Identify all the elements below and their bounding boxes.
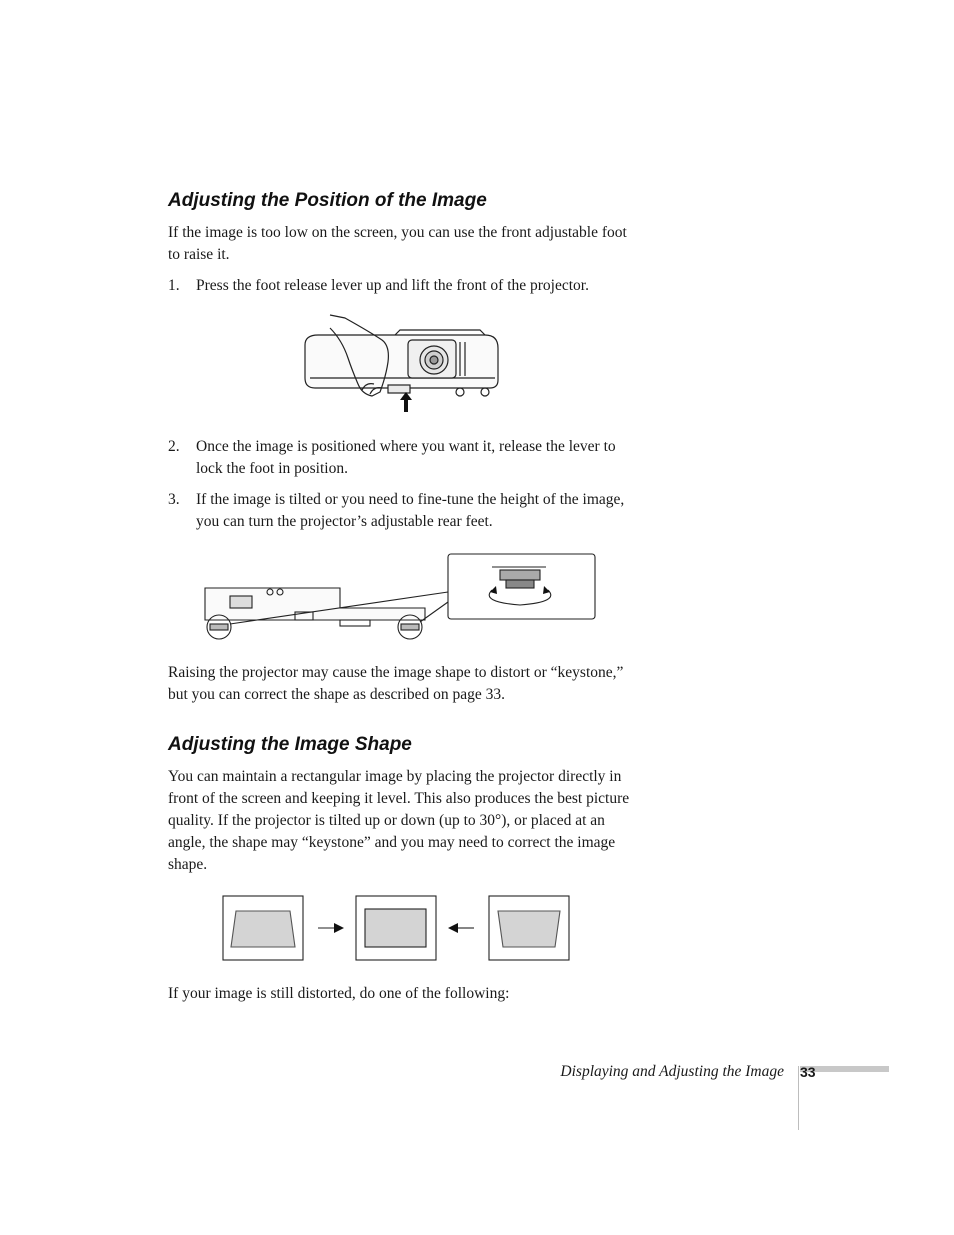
shape-intro: You can maintain a rectangular image by placing the projector directly in front of the screen and keeping it level. This also produces the best picture quality. If the projector is tilted up or down (up to 30°), or placed at an angle, the shape may “keystone” and you may need to correct the image shape.	[168, 768, 630, 873]
page-number: 33	[800, 1064, 816, 1080]
position-intro: If the image is too low on the screen, you can use the front adjustable foot to raise it.	[168, 224, 627, 263]
step-2	[168, 436, 638, 480]
step-text: If the image is tilted or you need to fine-tune the height of the image, you can turn the projector’s adjustable rear feet.	[196, 491, 625, 530]
step-1	[168, 275, 638, 297]
footer-chapter-title: Displaying and Adjusting the Image	[560, 1063, 784, 1080]
step-number: 3.	[168, 491, 180, 508]
section-heading-shape: Adjusting the Image Shape	[168, 734, 412, 755]
footer-divider	[798, 1066, 799, 1130]
shape-after: If your image is still distorted, do one of the following:	[168, 985, 510, 1002]
step-3	[168, 489, 638, 533]
step-number: 1.	[168, 277, 180, 294]
step-text: Once the image is positioned where you want it, release the lever to lock the foot in position.	[196, 438, 616, 477]
section-heading-position: Adjusting the Position of the Image	[168, 190, 487, 211]
keystone-correction-illustration	[222, 895, 572, 963]
rear-feet-illustration	[200, 550, 600, 645]
step-text: Press the foot release lever up and lift the front of the projector.	[196, 277, 589, 294]
step-number: 2.	[168, 438, 180, 455]
position-after: Raising the projector may cause the image shape to distort or “keystone,” but you can correct the shape as described on page 33.	[168, 664, 624, 703]
projector-lift-illustration	[300, 310, 505, 420]
